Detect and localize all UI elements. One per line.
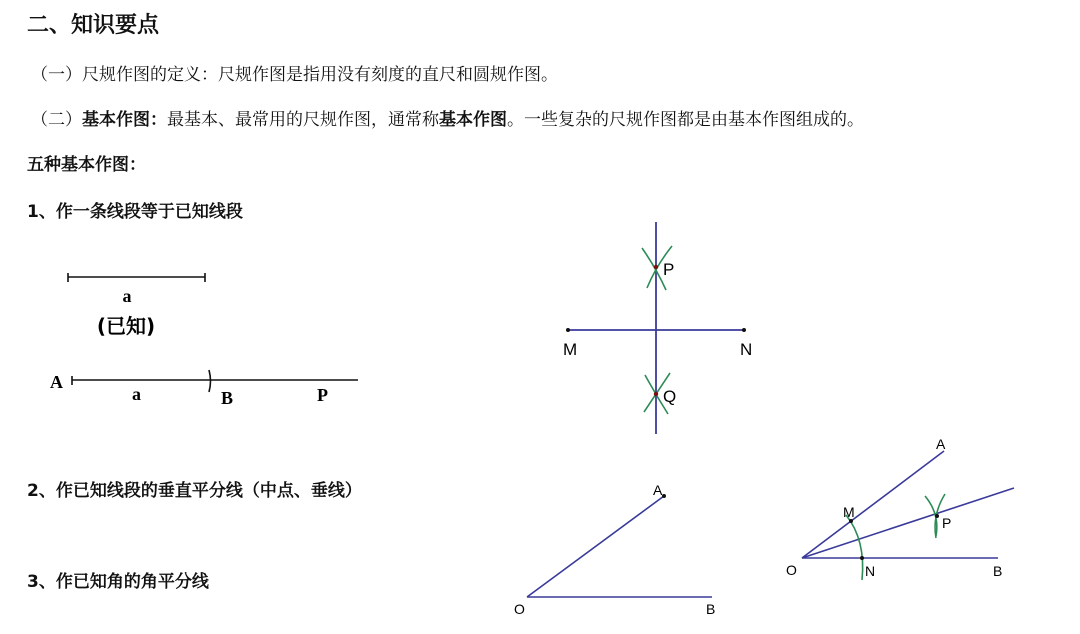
item-1-heading: 1、作一条线段等于已知线段: [27, 202, 243, 222]
label-point-b: B: [221, 388, 234, 408]
para2-term1: 基本作图：: [82, 110, 167, 130]
item-3-heading: 3、作已知角的角平分线: [27, 572, 209, 592]
label-m: M: [563, 340, 578, 359]
label-b: B: [706, 601, 716, 617]
point-p-dot: [935, 514, 939, 518]
label-given: (已知): [96, 314, 156, 338]
label-n: N: [740, 340, 753, 359]
label-segment-a: a: [132, 384, 141, 404]
para2-term2: 基本作图: [439, 110, 507, 130]
bisector-side-oa: [802, 451, 944, 558]
label-b: B: [993, 563, 1003, 579]
para2-text2: 。一些复杂的尺规作图都是由基本作图组成的。: [507, 110, 864, 130]
section-title: 二、知识要点: [27, 13, 160, 38]
label-a-given: a: [122, 286, 132, 306]
arc-mn: [846, 515, 863, 580]
label-point-p: P: [317, 385, 328, 405]
label-n: N: [865, 563, 876, 579]
bisector-ray-op: [802, 488, 1014, 558]
label-p: P: [663, 260, 675, 279]
label-a: A: [653, 482, 663, 498]
label-o: O: [786, 562, 797, 578]
para2-text1: 最基本、最常用的尺规作图，通常称: [167, 110, 439, 130]
five-constructions-heading: 五种基本作图：: [27, 155, 146, 175]
label-p: P: [942, 515, 952, 531]
para2-prefix: （二）: [31, 110, 82, 130]
label-o: O: [514, 601, 525, 617]
item-2-heading: 2、作已知线段的垂直平分线（中点、垂线）: [27, 481, 362, 501]
label-a: A: [936, 436, 946, 452]
definition-paragraph: （一）尺规作图的定义：尺规作图是指用没有刻度的直尺和圆规作图。: [31, 65, 558, 85]
label-point-a: A: [50, 372, 63, 392]
label-m: M: [843, 504, 855, 520]
point-n-dot: [860, 556, 864, 560]
label-q: Q: [663, 387, 677, 406]
